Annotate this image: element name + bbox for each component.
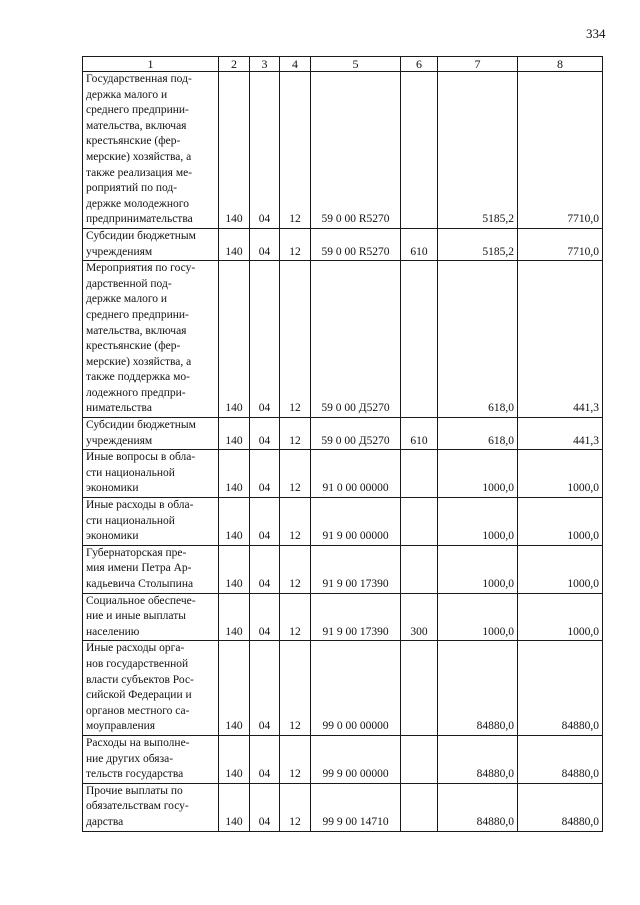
- item-name-cell: [83, 418, 219, 450]
- code-5-cell: 91 9 00 17390: [311, 545, 401, 593]
- code-4-cell: 12: [280, 261, 311, 418]
- code-3-cell: 04: [250, 545, 280, 593]
- item-name-line: мерские) хозяйства, а: [86, 150, 192, 163]
- code-5-cell: 99 0 00 00000: [311, 641, 401, 736]
- item-name-line: Губернаторская пре-: [86, 546, 187, 559]
- code-3-cell: 04: [250, 593, 280, 641]
- amount-7-cell: 84880,0: [438, 641, 518, 736]
- item-name-line: учреждениям: [86, 245, 153, 258]
- item-name-line: держке малого и: [86, 293, 168, 306]
- budget-table: [82, 56, 603, 832]
- column-header: 4: [280, 57, 311, 72]
- item-name-line: мерские) хозяйства, а: [86, 355, 192, 368]
- code-3-cell: 04: [250, 418, 280, 450]
- amount-7-cell: 84880,0: [438, 783, 518, 831]
- code-5-cell: 99 9 00 00000: [311, 735, 401, 783]
- item-name-cell: [83, 498, 219, 546]
- amount-7-cell: 5185,2: [438, 72, 518, 229]
- item-name-cell: [83, 783, 219, 831]
- item-name-line: дарственной под-: [86, 277, 172, 290]
- item-name-line: учреждениям: [86, 434, 153, 447]
- amount-7-cell: 1000,0: [438, 498, 518, 546]
- item-name-cell: [83, 261, 219, 418]
- table-row: [83, 783, 603, 831]
- amount-8-cell: 1000,0: [518, 545, 603, 593]
- code-5-cell: 91 9 00 17390: [311, 593, 401, 641]
- code-4-cell: 12: [280, 450, 311, 498]
- table-row: [83, 418, 603, 450]
- table-body: [83, 72, 603, 832]
- code-2-cell: 140: [219, 593, 250, 641]
- item-name-line: лодежного предпри-: [86, 386, 186, 399]
- item-name-cell: [83, 735, 219, 783]
- item-name-line: власти субъектов Рос-: [86, 673, 194, 686]
- item-name-line: сийской Федерации и: [86, 689, 192, 702]
- amount-7-cell: 1000,0: [438, 545, 518, 593]
- item-name-cell: [83, 593, 219, 641]
- item-name-line: Иные вопросы в обла-: [86, 451, 196, 464]
- code-6-cell: [401, 545, 438, 593]
- item-name-line: сти национальной: [86, 514, 175, 527]
- item-name-line: также реализация ме-: [86, 166, 193, 179]
- item-name-line: Расходы на выполне-: [86, 736, 190, 749]
- code-5-cell: 59 0 00 Д5270: [311, 261, 401, 418]
- code-6-cell: [401, 735, 438, 783]
- code-4-cell: 12: [280, 418, 311, 450]
- code-5-cell: 91 9 00 00000: [311, 498, 401, 546]
- amount-7-cell: 5185,2: [438, 228, 518, 260]
- code-4-cell: 12: [280, 228, 311, 260]
- code-2-cell: 140: [219, 641, 250, 736]
- code-4-cell: 12: [280, 72, 311, 229]
- item-name-line: Субсидии бюджетным: [86, 229, 196, 242]
- code-6-cell: [401, 783, 438, 831]
- code-4-cell: 12: [280, 593, 311, 641]
- code-6-cell: 610: [401, 418, 438, 450]
- amount-8-cell: 1000,0: [518, 450, 603, 498]
- amount-7-cell: 1000,0: [438, 593, 518, 641]
- item-name-line: Субсидии бюджетным: [86, 419, 196, 432]
- item-name-line: экономики: [86, 482, 139, 495]
- item-name-line: держке молодежного: [86, 197, 189, 210]
- code-6-cell: [401, 261, 438, 418]
- code-6-cell: [401, 450, 438, 498]
- item-name-line: Прочие выплаты по: [86, 784, 183, 797]
- column-header: 8: [518, 57, 603, 72]
- code-5-cell: 91 0 00 00000: [311, 450, 401, 498]
- code-6-cell: 610: [401, 228, 438, 260]
- item-name-line: мательства, включая: [86, 119, 187, 132]
- code-3-cell: 04: [250, 450, 280, 498]
- code-2-cell: 140: [219, 498, 250, 546]
- item-name-line: нимательства: [86, 402, 152, 415]
- item-name-line: среднего предприни-: [86, 104, 189, 117]
- column-header: 6: [401, 57, 438, 72]
- amount-7-cell: 618,0: [438, 261, 518, 418]
- code-2-cell: 140: [219, 72, 250, 229]
- item-name-line: также поддержка мо-: [86, 371, 190, 384]
- item-name-line: крестьянские (фер-: [86, 135, 181, 148]
- code-4-cell: 12: [280, 498, 311, 546]
- code-4-cell: 12: [280, 735, 311, 783]
- table-row: [83, 228, 603, 260]
- column-header: 3: [250, 57, 280, 72]
- table-row: [83, 545, 603, 593]
- item-name-line: дарства: [86, 815, 124, 828]
- item-name-line: экономики: [86, 530, 139, 543]
- amount-8-cell: 7710,0: [518, 228, 603, 260]
- item-name-line: ние и иные выплаты: [86, 610, 186, 623]
- column-header: 7: [438, 57, 518, 72]
- item-name-line: мательства, включая: [86, 324, 187, 337]
- code-3-cell: 04: [250, 498, 280, 546]
- code-6-cell: 300: [401, 593, 438, 641]
- item-name-line: Социальное обеспече-: [86, 594, 196, 607]
- amount-8-cell: 84880,0: [518, 735, 603, 783]
- code-2-cell: 140: [219, 450, 250, 498]
- amount-7-cell: 618,0: [438, 418, 518, 450]
- table-row: [83, 72, 603, 229]
- code-6-cell: [401, 498, 438, 546]
- item-name-line: Мероприятия по госу-: [86, 262, 196, 275]
- table-row: [83, 498, 603, 546]
- amount-8-cell: 441,3: [518, 418, 603, 450]
- item-name-line: мия имени Петра Ар-: [86, 562, 192, 575]
- item-name-line: обязательствам госу-: [86, 800, 189, 813]
- code-5-cell: 59 0 00 R5270: [311, 228, 401, 260]
- table-row: [83, 261, 603, 418]
- amount-7-cell: 1000,0: [438, 450, 518, 498]
- code-4-cell: 12: [280, 783, 311, 831]
- code-2-cell: 140: [219, 228, 250, 260]
- code-6-cell: [401, 641, 438, 736]
- header-row: [83, 57, 603, 72]
- item-name-line: моуправления: [86, 720, 156, 733]
- code-4-cell: 12: [280, 545, 311, 593]
- item-name-line: Государственная под-: [86, 73, 192, 85]
- code-5-cell: 59 0 00 R5270: [311, 72, 401, 229]
- code-2-cell: 140: [219, 735, 250, 783]
- amount-8-cell: 1000,0: [518, 498, 603, 546]
- code-3-cell: 04: [250, 261, 280, 418]
- item-name-cell: [83, 72, 219, 229]
- item-name-cell: [83, 641, 219, 736]
- item-name-line: Иные расходы в обла-: [86, 499, 194, 512]
- amount-8-cell: 441,3: [518, 261, 603, 418]
- amount-8-cell: 7710,0: [518, 72, 603, 229]
- amount-8-cell: 1000,0: [518, 593, 603, 641]
- item-name-line: ние других обяза-: [86, 752, 174, 765]
- amount-7-cell: 84880,0: [438, 735, 518, 783]
- code-3-cell: 04: [250, 641, 280, 736]
- column-header: 1: [83, 57, 219, 72]
- code-6-cell: [401, 72, 438, 229]
- code-3-cell: 04: [250, 228, 280, 260]
- item-name-line: сти национальной: [86, 466, 175, 479]
- code-2-cell: 140: [219, 545, 250, 593]
- amount-8-cell: 84880,0: [518, 641, 603, 736]
- item-name-cell: [83, 545, 219, 593]
- code-3-cell: 04: [250, 72, 280, 229]
- item-name-line: предпринимательства: [86, 213, 193, 226]
- item-name-line: крестьянские (фер-: [86, 340, 181, 353]
- code-5-cell: 99 9 00 14710: [311, 783, 401, 831]
- code-2-cell: 140: [219, 418, 250, 450]
- table-row: [83, 450, 603, 498]
- item-name-line: тельств государства: [86, 768, 184, 781]
- column-header: 2: [219, 57, 250, 72]
- item-name-line: органов местного са-: [86, 704, 190, 717]
- item-name-line: среднего предприни-: [86, 308, 189, 321]
- page-number: 334: [586, 26, 606, 41]
- item-name-line: кадьевича Столыпина: [86, 578, 194, 590]
- code-4-cell: 12: [280, 641, 311, 736]
- code-3-cell: 04: [250, 783, 280, 831]
- table-row: [83, 593, 603, 641]
- code-3-cell: 04: [250, 735, 280, 783]
- item-name-line: роприятий по под-: [86, 182, 178, 195]
- item-name-line: Иные расходы орга-: [86, 642, 185, 655]
- item-name-line: населению: [86, 625, 140, 638]
- item-name-line: нов государственной: [86, 657, 189, 670]
- code-5-cell: 59 0 00 Д5270: [311, 418, 401, 450]
- table-row: [83, 641, 603, 736]
- item-name-line: держка малого и: [86, 88, 168, 101]
- item-name-cell: [83, 228, 219, 260]
- column-header: 5: [311, 57, 401, 72]
- item-name-cell: [83, 450, 219, 498]
- amount-8-cell: 84880,0: [518, 783, 603, 831]
- code-2-cell: 140: [219, 261, 250, 418]
- table-row: [83, 735, 603, 783]
- code-2-cell: 140: [219, 783, 250, 831]
